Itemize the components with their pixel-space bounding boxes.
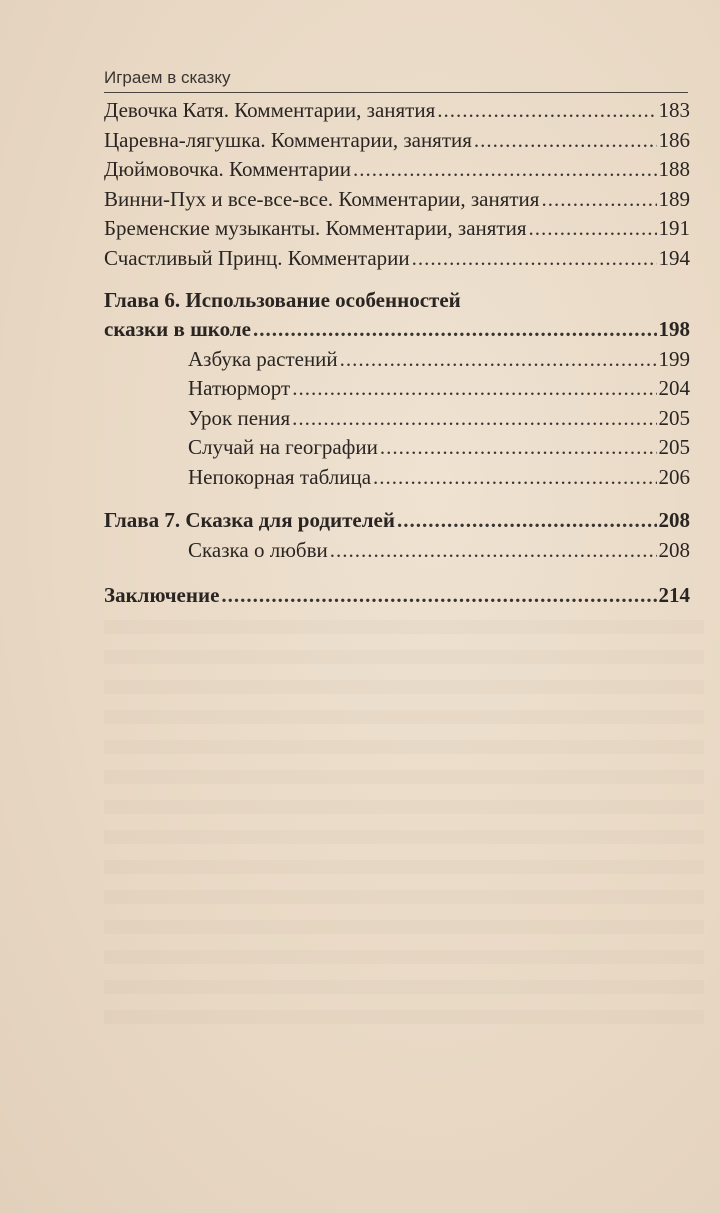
chapter-6-title-line2: сказки в школе: [104, 317, 251, 341]
leader-dots: [412, 244, 657, 274]
toc-subentry-title: Натюрморт: [188, 376, 291, 400]
toc-subentry-page: 206: [658, 464, 690, 489]
toc-subentry-title: Случай на географии: [188, 435, 378, 459]
toc-entry-page: 188: [658, 157, 690, 181]
toc-subentry[interactable]: [104, 433, 690, 463]
leader-dots: [541, 185, 656, 215]
leader-dots: [397, 506, 657, 536]
leader-dots: [292, 404, 656, 434]
leader-dots: [437, 96, 656, 126]
toc-subentry-page: 205: [658, 435, 690, 459]
toc-subentry[interactable]: [104, 404, 690, 434]
toc-entry[interactable]: [104, 96, 690, 126]
chapter-6-entry[interactable]: [104, 315, 690, 345]
toc-subentry-page: 205: [658, 405, 690, 430]
table-of-contents: [104, 96, 690, 611]
chapter-6-page: 198: [658, 317, 690, 341]
leader-dots: [292, 374, 656, 404]
toc-entry[interactable]: [104, 244, 690, 274]
leader-dots: [253, 315, 657, 345]
toc-entry-title: Винни-Пух и все-все-все. Комментарии, занятия: [104, 186, 540, 211]
toc-entry-title: Царевна-лягушка. Комментарии, занятия: [104, 127, 472, 152]
toc-entry-title: Дюймовочка. Комментарии: [104, 157, 351, 181]
toc-subentry-title: Урок пения: [188, 405, 291, 430]
toc-subentry[interactable]: [104, 536, 690, 566]
toc-subentry-page: 204: [658, 376, 690, 400]
conclusion-page: 214: [658, 583, 690, 607]
toc-subentry-title: Непокорная таблица: [188, 464, 372, 489]
toc-entry-title: Девочка Катя. Комментарии, занятия: [104, 98, 436, 122]
toc-entry-page: 194: [658, 245, 690, 270]
toc-entry[interactable]: [104, 214, 690, 244]
chapter-7-title: Глава 7. Сказка для родителей: [104, 508, 395, 532]
chapter-7-entry[interactable]: [104, 506, 690, 536]
leader-dots: [330, 536, 657, 566]
chapter-7-page: 208: [658, 508, 690, 532]
toc-subentry[interactable]: [104, 463, 690, 493]
chapter-6-title-line1[interactable]: Глава 6. Использование особенностей: [104, 288, 461, 312]
toc-entry-page: 186: [658, 127, 690, 152]
conclusion-entry[interactable]: [104, 581, 690, 611]
leader-dots: [353, 155, 657, 185]
toc-subentry[interactable]: [104, 345, 690, 375]
toc-entry-page: 183: [658, 98, 690, 122]
leader-dots: [380, 433, 657, 463]
running-header: Играем в сказку: [104, 68, 231, 87]
toc-entry-title: Бременские музыканты. Комментарии, занятия: [104, 216, 527, 240]
toc-subentry-title: Азбука растений: [188, 346, 338, 371]
toc-entry[interactable]: [104, 126, 690, 156]
toc-subentry[interactable]: [104, 374, 690, 404]
toc-entry-page: 189: [658, 186, 690, 211]
leader-dots: [529, 214, 657, 244]
toc-subentry-page: 208: [658, 537, 690, 562]
conclusion-title: Заключение: [104, 583, 220, 607]
toc-entry[interactable]: [104, 155, 690, 185]
leader-dots: [474, 126, 657, 156]
toc-subentry-page: 199: [658, 346, 690, 371]
leader-dots: [373, 463, 656, 493]
header-rule: [104, 92, 688, 93]
toc-entry[interactable]: [104, 185, 690, 215]
leader-dots: [340, 345, 657, 375]
toc-subentry-title: Сказка о любви: [188, 537, 328, 562]
bleed-through-texture: [104, 620, 704, 1040]
leader-dots: [221, 581, 656, 611]
toc-entry-title: Счастливый Принц. Комментарии: [104, 245, 410, 270]
toc-entry-page: 191: [658, 216, 690, 240]
